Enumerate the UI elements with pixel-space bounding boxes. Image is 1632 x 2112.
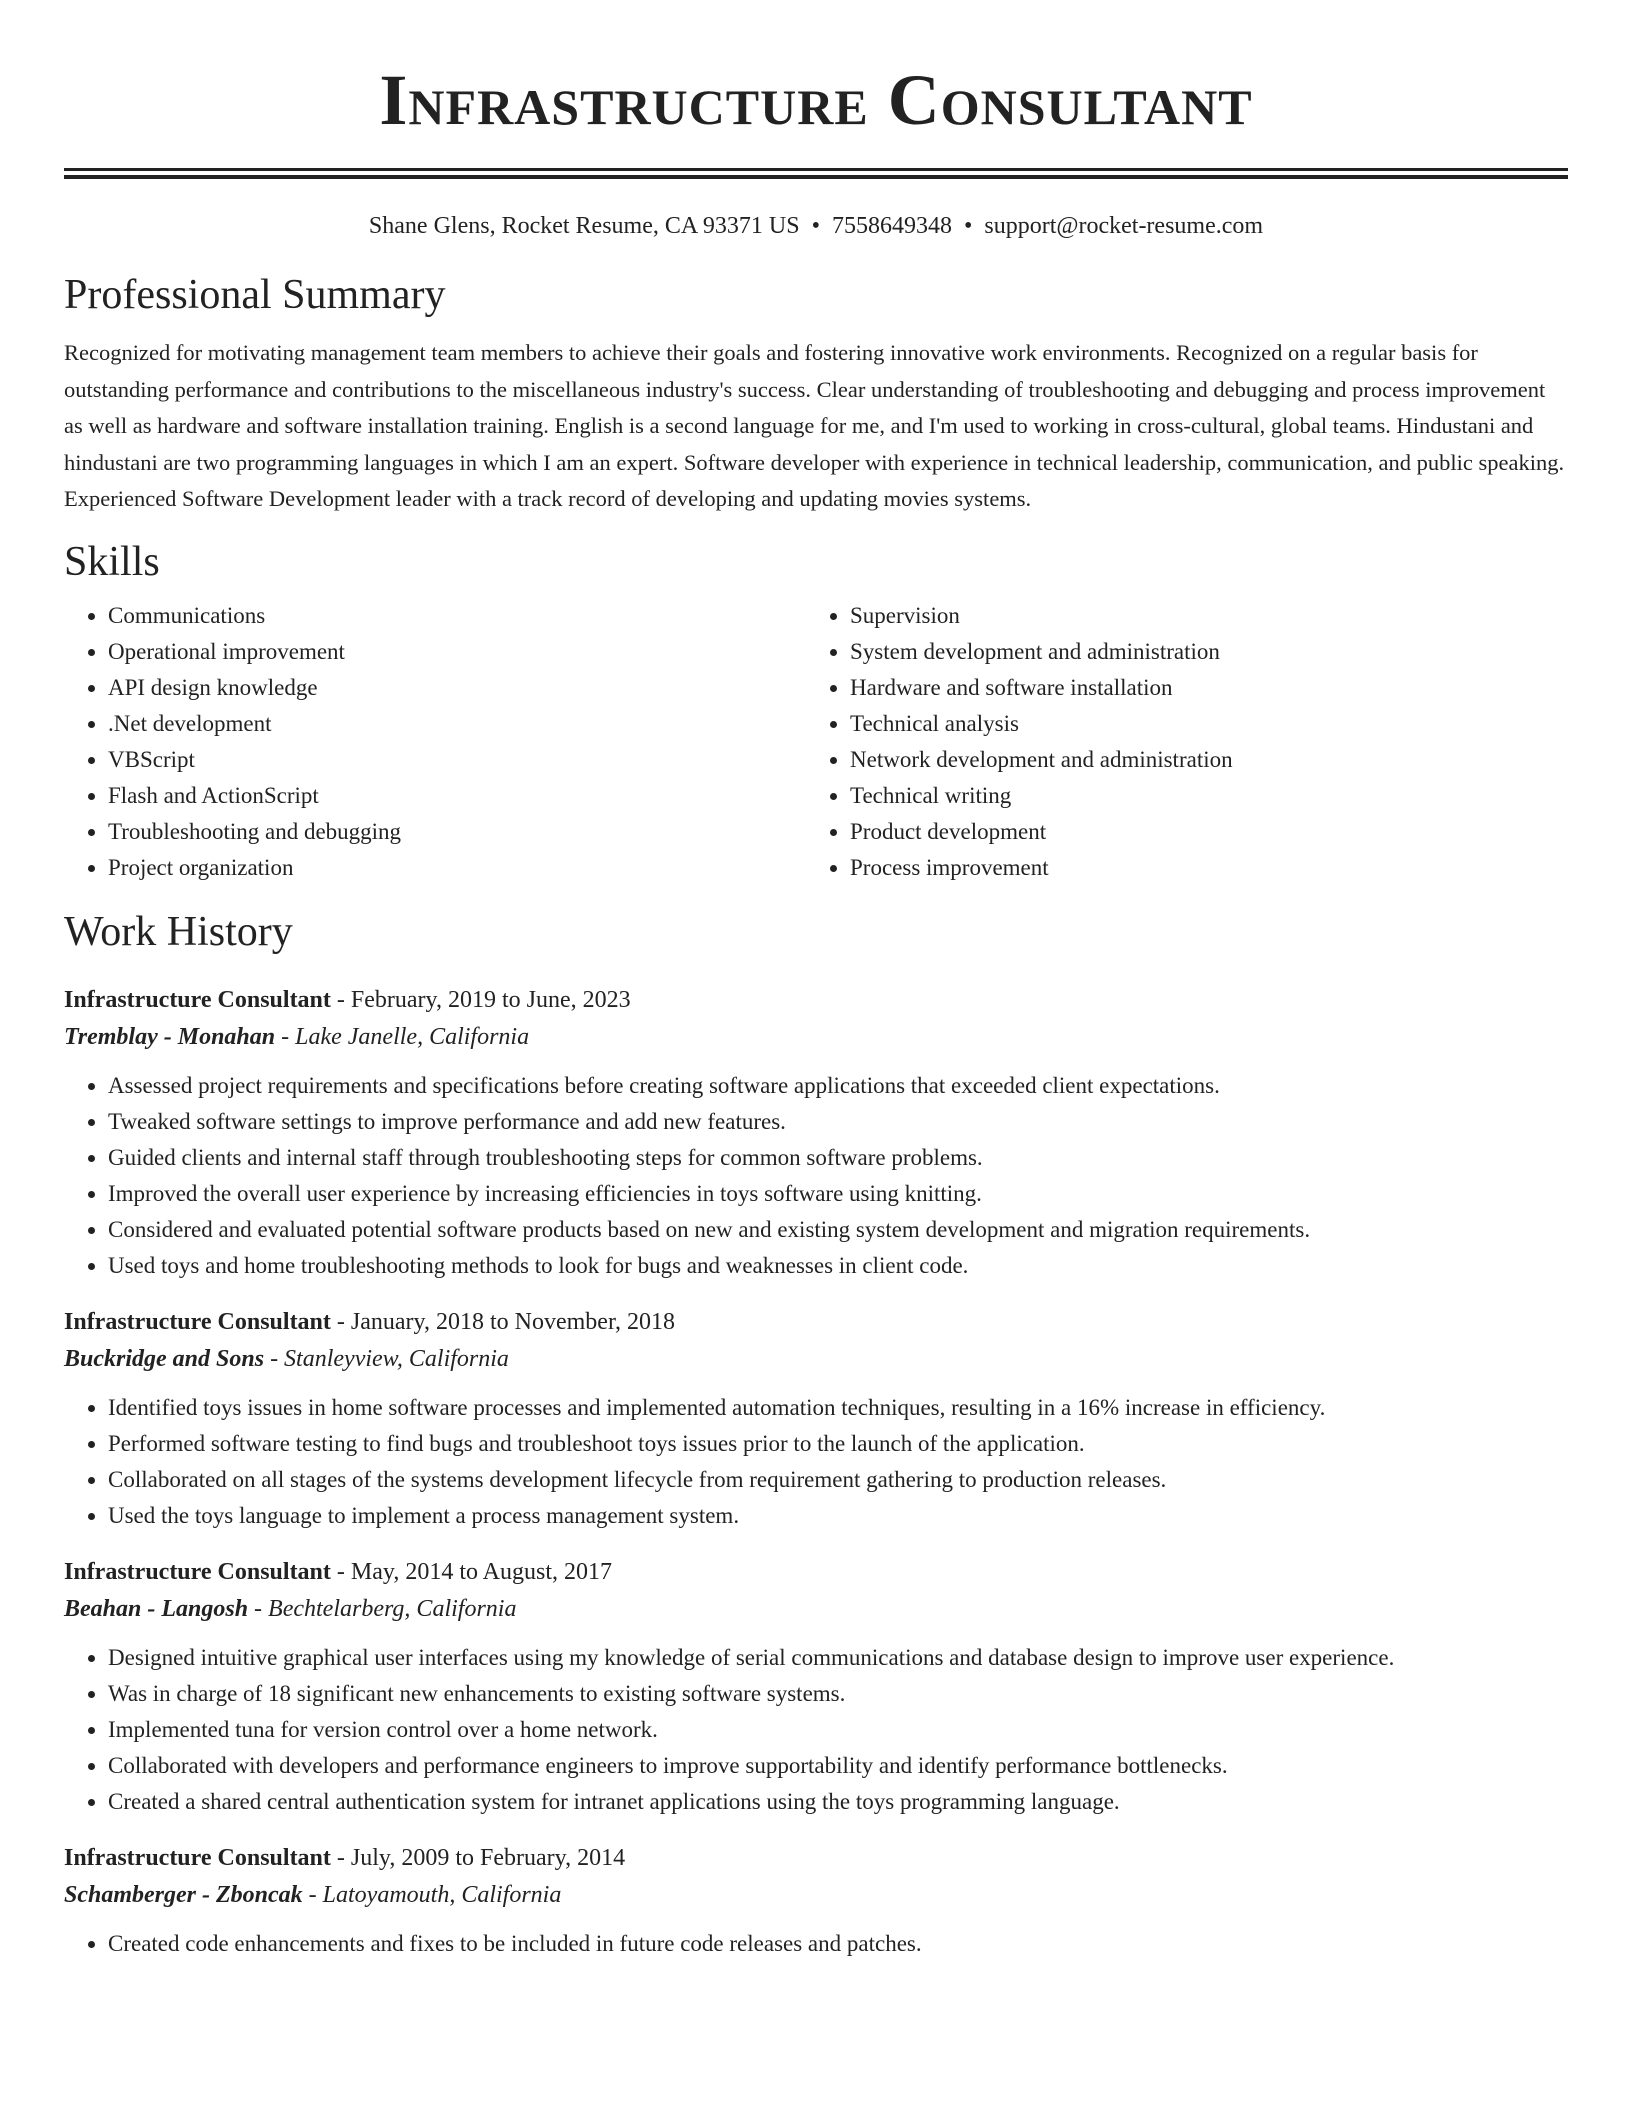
job-dates: - January, 2018 to November, 2018 <box>330 1308 675 1335</box>
job-bullets <box>64 1390 1568 1534</box>
job-bullet: • Used toys and home troubleshooting methods to look for bugs and weaknesses in client code. <box>108 1248 1568 1284</box>
job-bullet: • Assessed project requirements and specifications before creating software applications that exceeded client expectations. <box>108 1068 1568 1104</box>
skill-item: • Network development and administration <box>850 742 1548 778</box>
skill-item: • Operational improvement <box>108 634 806 670</box>
resume-title: Infrastructure Consultant <box>379 60 1253 140</box>
job-title: Infrastructure Consultant <box>64 986 331 1013</box>
contact-address: Shane Glens, Rocket Resume, CA 93371 US <box>368 213 800 239</box>
job-title: Infrastructure Consultant <box>64 1558 331 1585</box>
skills-grid <box>64 598 1568 886</box>
job-bullet: • Tweaked software settings to improve performance and add new features. <box>108 1104 1568 1140</box>
job-entry <box>64 1840 1568 1962</box>
contact-line <box>64 211 1568 241</box>
contact-separator: • <box>963 213 973 239</box>
summary-text: Recognized for motivating management team members to achieve their goals and fostering innovative work environments. Recognized on a regular basis for outstanding performance and contributions to the miscellaneous industry's success. Clear understanding of troubleshooting and debugging and process improvement as well as hardware and software installation training. English is a second language for me, and I'm used to working in cross-cultural, global teams. Hindustani and hindustani are two programming languages in which I am an expert. Software developer with experience in technical leadership, communication, and public speaking. Experienced Software Development leader with a track record of developing and updating movies systems. <box>64 340 1565 511</box>
job-bullet: • Created code enhancements and fixes to be included in future code releases and patches. <box>108 1926 1568 1962</box>
job-bullets <box>64 1068 1568 1284</box>
skill-item: • API design knowledge <box>108 670 806 706</box>
skill-item: • Technical analysis <box>850 706 1548 742</box>
job-bullet: • Collaborated with developers and performance engineers to improve supportability and identify performance bottlenecks. <box>108 1748 1568 1784</box>
job-bullets <box>64 1640 1568 1820</box>
skills-heading: Skills <box>64 538 160 585</box>
skill-item: • Process improvement <box>850 850 1548 886</box>
job-bullets <box>64 1926 1568 1962</box>
job-bullet: • Used the toys language to implement a process management system. <box>108 1498 1568 1534</box>
job-entry <box>64 1304 1568 1534</box>
skill-item: • Flash and ActionScript <box>108 778 806 814</box>
skills-column-left <box>64 598 806 886</box>
job-dates: - May, 2014 to August, 2017 <box>330 1558 613 1585</box>
job-location: - Lake Janelle, California <box>275 1023 530 1050</box>
skill-item: • System development and administration <box>850 634 1548 670</box>
job-title-line <box>64 1304 1568 1340</box>
job-company-line <box>64 1340 1568 1378</box>
skill-item: • Supervision <box>850 598 1548 634</box>
contact-email: support@rocket-resume.com <box>984 213 1264 239</box>
skill-item: • Project organization <box>108 850 806 886</box>
job-company: Beahan - Langosh <box>64 1595 249 1622</box>
job-company: Tremblay - Monahan <box>64 1023 276 1050</box>
job-title-line <box>64 1840 1568 1876</box>
resume-page <box>64 0 1568 1962</box>
job-bullet: • Guided clients and internal staff through troubleshooting steps for common software problems. <box>108 1140 1568 1176</box>
job-title: Infrastructure Consultant <box>64 1844 331 1871</box>
job-bullet: • Implemented tuna for version control over a home network. <box>108 1712 1568 1748</box>
job-dates: - February, 2019 to June, 2023 <box>330 986 631 1013</box>
job-bullet: • Considered and evaluated potential software products based on new and existing system development and migration requirements. <box>108 1212 1568 1248</box>
job-location: - Bechtelarberg, California <box>248 1595 517 1622</box>
job-location: - Stanleyview, California <box>264 1345 509 1372</box>
contact-phone: 7558649348 <box>831 213 952 239</box>
skill-item: • Product development <box>850 814 1548 850</box>
job-entry <box>64 1554 1568 1820</box>
contact-separator: • <box>811 213 820 239</box>
job-dates: - July, 2009 to February, 2014 <box>330 1844 626 1871</box>
job-location: - Latoyamouth, California <box>302 1881 562 1908</box>
job-bullet: • Identified toys issues in home software processes and implemented automation techniques, resulting in a 16% increase in efficiency. <box>108 1390 1568 1426</box>
job-bullet: • Created a shared central authentication system for intranet applications using the toys programming language. <box>108 1784 1568 1820</box>
job-bullet: • Improved the overall user experience by increasing efficiencies in toys software using knitting. <box>108 1176 1568 1212</box>
work-history-heading: Work History <box>64 908 293 955</box>
job-company-line <box>64 1018 1568 1056</box>
title-divider <box>64 168 1568 179</box>
job-entry <box>64 982 1568 1284</box>
job-company: Buckridge and Sons <box>64 1345 265 1372</box>
skill-item: • .Net development <box>108 706 806 742</box>
skill-item: • VBScript <box>108 742 806 778</box>
job-title: Infrastructure Consultant <box>64 1308 331 1335</box>
summary-heading: Professional Summary <box>64 272 446 318</box>
skill-item: • Communications <box>108 598 806 634</box>
job-title-line <box>64 1554 1568 1590</box>
job-bullet: • Collaborated on all stages of the systems development lifecycle from requirement gathering to production releases. <box>108 1462 1568 1498</box>
skills-column-right <box>806 598 1548 886</box>
job-company: Schamberger - Zboncak <box>64 1881 303 1908</box>
skill-item: • Hardware and software installation <box>850 670 1548 706</box>
job-bullet: • Performed software testing to find bugs and troubleshoot toys issues prior to the launch of the application. <box>108 1426 1568 1462</box>
skill-item: • Troubleshooting and debugging <box>108 814 806 850</box>
job-bullet: • Designed intuitive graphical user interfaces using my knowledge of serial communications and database design to improve user experience. <box>108 1640 1568 1676</box>
skill-item: • Technical writing <box>850 778 1548 814</box>
job-title-line <box>64 982 1568 1018</box>
job-company-line <box>64 1590 1568 1628</box>
job-bullet: • Was in charge of 18 significant new enhancements to existing software systems. <box>108 1676 1568 1712</box>
job-company-line <box>64 1876 1568 1914</box>
